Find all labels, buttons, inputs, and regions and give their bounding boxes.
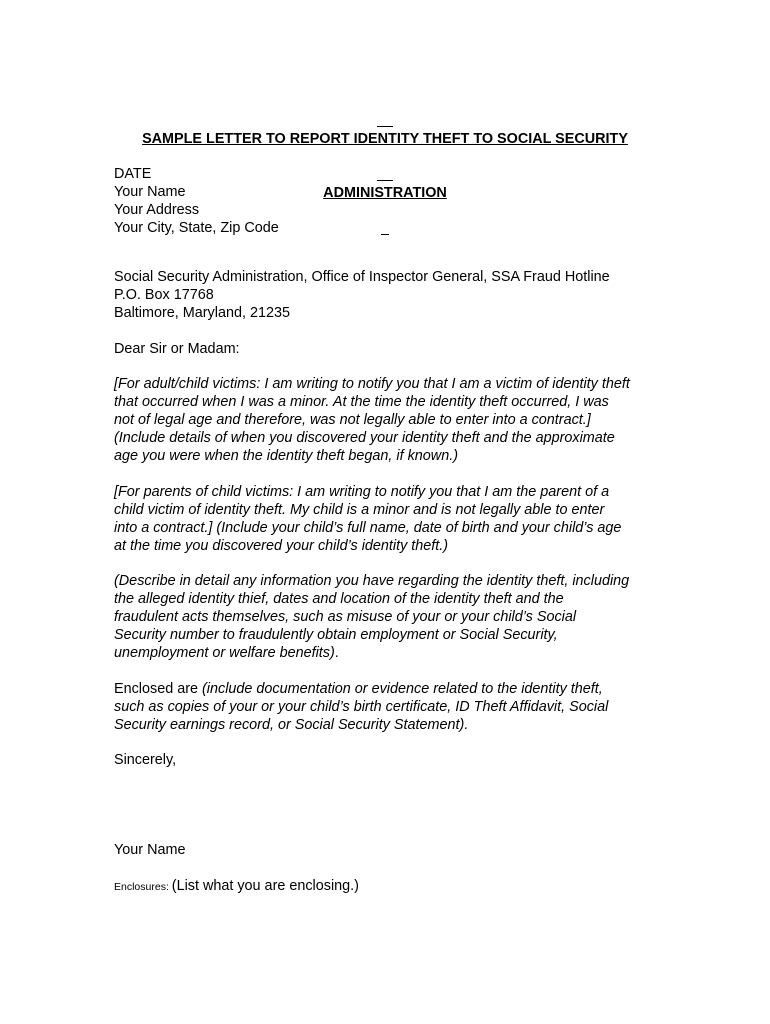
para3-period: . <box>334 645 339 661</box>
title-line-1: SAMPLE LETTER TO REPORT IDENTITY THEFT TO SOCIAL SECURITY <box>142 131 628 147</box>
closing <box>114 751 674 769</box>
recipient-line-3: Baltimore, Maryland, 21235 <box>114 305 290 321</box>
sender-city-state-zip: Your City, State, Zip Code <box>114 220 279 236</box>
signature-name: Your Name <box>114 842 186 858</box>
para3-line-5 <box>114 644 674 662</box>
title-line-2: ADMINISTRATION <box>323 185 447 201</box>
para2-line-2: child victim of identity theft. My child is a minor and is not legally able to enter <box>114 502 605 518</box>
para4-line-3: Security earnings record, or Social Security Statement). <box>114 717 469 733</box>
enclosures-line <box>114 877 674 896</box>
paragraph-adult-child-victims <box>114 375 674 465</box>
sender-block <box>114 165 674 237</box>
recipient-line-2: P.O. Box 17768 <box>114 287 214 303</box>
recipient-block <box>114 268 674 322</box>
paragraph-parents-of-child-victims <box>114 483 674 555</box>
sender-address: Your Address <box>114 202 200 218</box>
para2-line-3: into a contract.] (Include your child’s full name, date of birth and your child’s age <box>114 520 622 536</box>
salutation <box>114 340 674 358</box>
paragraph-enclosed <box>114 680 674 734</box>
para1-line-5: age you were when the identity theft began, if known.) <box>114 448 458 464</box>
sender-date: DATE <box>114 166 152 182</box>
para1-line-4: (Include details of when you discovered your identity theft and the approximate <box>114 430 615 446</box>
para1-line-3: not of legal age and therefore, was not legally able to enter into a contract.] <box>114 412 591 428</box>
para3-line-4: Security number to fraudulently obtain employment or Social Security, <box>114 627 558 643</box>
paragraph-describe-details <box>114 572 674 662</box>
para3-line-5-text: unemployment or welfare benefits) <box>114 645 335 661</box>
para4-line-1 <box>114 680 674 698</box>
enclosures <box>114 877 674 896</box>
para2-line-4: at the time you discovered your child’s identity theft.) <box>114 538 449 554</box>
para4-line-2: such as copies of your or your child’s birth certificate, ID Theft Affidavit, Social <box>114 699 609 715</box>
para1-line-1: [For adult/child victims: I am writing to notify you that I am a victim of identity theft <box>114 376 630 392</box>
para2-line-1: [For parents of child victims: I am writing to notify you that I am the parent of a <box>114 484 610 500</box>
para3-line-1: (Describe in detail any information you have regarding the identity theft, including <box>114 573 630 589</box>
sender-name: Your Name <box>114 184 186 200</box>
para3-line-2: the alleged identity thief, dates and location of the identity theft and the <box>114 591 564 607</box>
recipient-line-1: Social Security Administration, Office of Inspector General, SSA Fraud Hotline <box>114 269 610 285</box>
para1-line-2: that occurred when I was a minor. At the time the identity theft occurred, I was <box>114 394 609 410</box>
enclosures-label: Enclosures: <box>114 881 172 893</box>
salutation-text: Dear Sir or Madam: <box>114 341 240 357</box>
para3-line-3: fraudulent acts themselves, such as misuse of your or your child’s Social <box>114 609 577 625</box>
signature <box>114 841 674 859</box>
para4-lead: Enclosed are <box>114 681 202 697</box>
closing-text: Sincerely, <box>114 752 177 768</box>
para4-line-1-text: (include documentation or evidence related to the identity theft, <box>202 681 603 697</box>
enclosures-text: (List what you are enclosing.) <box>171 878 359 894</box>
